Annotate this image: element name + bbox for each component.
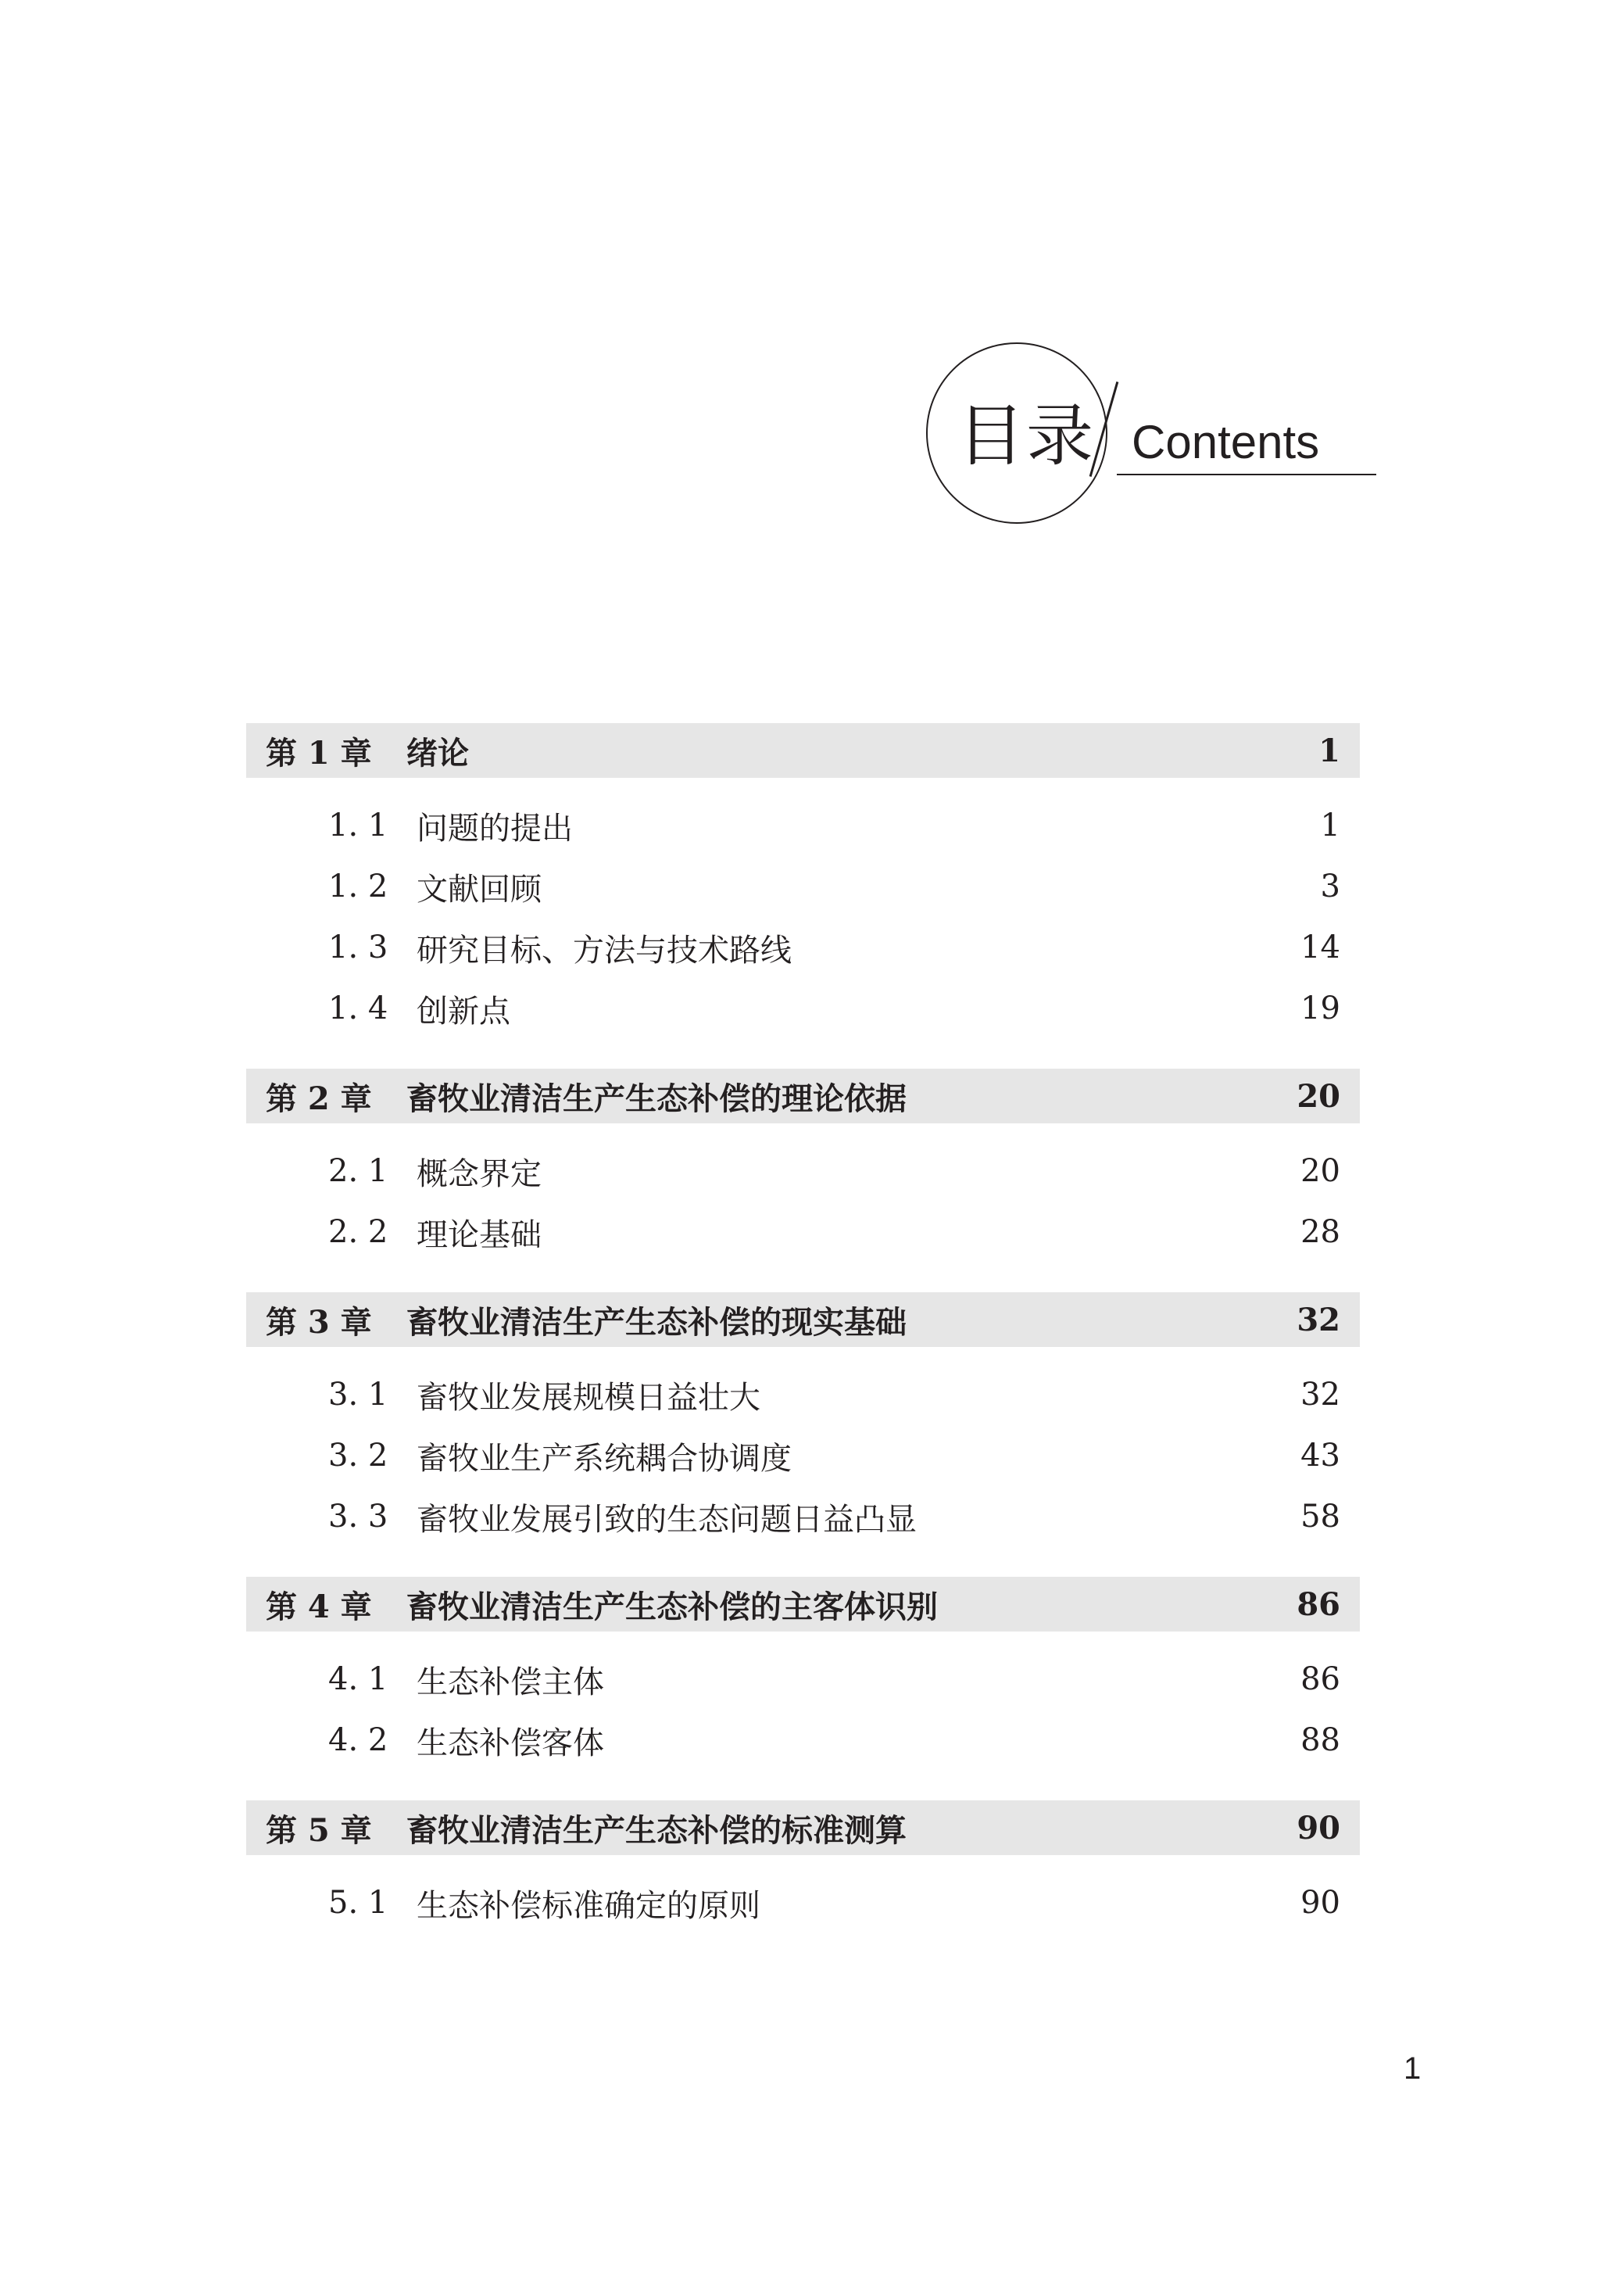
header-underline [1117, 474, 1376, 475]
chapter-title: 畜牧业清洁生产生态补偿的标准测算 [406, 1811, 907, 1849]
chapter-2 [246, 1069, 1360, 1292]
section-page-number: 58 [1300, 1499, 1340, 1535]
section-number: 2. 1 [328, 1153, 388, 1189]
chapter-label: 第 1 章 [266, 734, 372, 772]
section-list [246, 1123, 1360, 1292]
section-number: 1. 4 [328, 990, 388, 1026]
section-title: 畜牧业发展引致的生态问题日益凸显 [417, 1501, 917, 1538]
section-entry[interactable] [246, 1649, 1360, 1710]
section-number: 4. 1 [328, 1661, 388, 1697]
section-page-number: 90 [1300, 1885, 1340, 1921]
chapter-page-number: 1 [1318, 732, 1340, 769]
page-number: 1 [1404, 2051, 1422, 2086]
section-title: 生态补偿客体 [417, 1725, 604, 1761]
section-page-number: 19 [1300, 990, 1340, 1026]
chapter-title: 畜牧业清洁生产生态补偿的主客体识别 [406, 1588, 938, 1625]
section-title: 理论基础 [417, 1216, 542, 1253]
chapter-page-number: 86 [1297, 1585, 1340, 1623]
chapter-heading[interactable] [246, 1292, 1360, 1347]
header-title-cn: 目录 [957, 397, 1095, 475]
section-list [246, 1632, 1360, 1800]
chapter-label: 第 5 章 [266, 1811, 372, 1849]
section-list [246, 1347, 1360, 1577]
section-number: 3. 3 [328, 1499, 388, 1535]
section-number: 1. 3 [328, 930, 388, 965]
section-page-number: 86 [1300, 1661, 1340, 1697]
chapter-label: 第 4 章 [266, 1588, 372, 1625]
section-entry[interactable] [246, 795, 1360, 856]
section-title: 生态补偿主体 [417, 1664, 604, 1700]
section-entry[interactable] [246, 1486, 1360, 1547]
chapter-title: 畜牧业清洁生产生态补偿的理论依据 [406, 1080, 907, 1117]
section-entry[interactable] [246, 1710, 1360, 1771]
chapter-4 [246, 1577, 1360, 1800]
chapter-heading[interactable] [246, 1800, 1360, 1855]
section-page-number: 20 [1300, 1153, 1340, 1189]
section-list [246, 1855, 1360, 1963]
section-entry[interactable] [246, 1425, 1360, 1486]
section-entry[interactable] [246, 856, 1360, 917]
section-title: 畜牧业发展规模日益壮大 [417, 1379, 760, 1416]
section-number: 4. 2 [328, 1722, 388, 1758]
section-page-number: 32 [1300, 1377, 1340, 1413]
chapter-page-number: 90 [1297, 1809, 1340, 1847]
section-page-number: 88 [1300, 1722, 1340, 1758]
section-entry[interactable] [246, 978, 1360, 1039]
section-title: 创新点 [417, 993, 510, 1030]
section-title: 文献回顾 [417, 871, 542, 908]
header-title-en: Contents [1132, 416, 1320, 468]
chapter-3 [246, 1292, 1360, 1577]
table-of-contents [246, 723, 1360, 1963]
chapter-title: 畜牧业清洁生产生态补偿的现实基础 [406, 1303, 907, 1341]
section-title: 生态补偿标准确定的原则 [417, 1887, 760, 1924]
section-number: 1. 1 [328, 808, 388, 844]
section-page-number: 3 [1320, 869, 1340, 904]
section-title: 概念界定 [417, 1155, 542, 1192]
section-number: 3. 1 [328, 1377, 388, 1413]
chapter-title: 绪论 [406, 734, 469, 772]
chapter-heading[interactable] [246, 1069, 1360, 1123]
chapter-heading[interactable] [246, 1577, 1360, 1632]
section-number: 2. 2 [328, 1214, 388, 1250]
section-entry[interactable] [246, 1872, 1360, 1933]
section-entry[interactable] [246, 1202, 1360, 1263]
chapter-1 [246, 723, 1360, 1069]
section-page-number: 43 [1300, 1438, 1340, 1474]
section-title: 畜牧业生产系统耦合协调度 [417, 1440, 792, 1477]
section-page-number: 1 [1320, 808, 1340, 844]
section-entry[interactable] [246, 917, 1360, 978]
section-entry[interactable] [246, 1141, 1360, 1202]
chapter-label: 第 2 章 [266, 1080, 372, 1117]
section-number: 1. 2 [328, 869, 388, 904]
section-number: 5. 1 [328, 1885, 388, 1921]
chapter-label: 第 3 章 [266, 1303, 372, 1341]
section-entry[interactable] [246, 1364, 1360, 1425]
chapter-5 [246, 1800, 1360, 1963]
section-list [246, 778, 1360, 1069]
chapter-page-number: 20 [1297, 1077, 1340, 1115]
section-title: 研究目标、方法与技术路线 [417, 932, 792, 969]
section-page-number: 28 [1300, 1214, 1340, 1250]
chapter-page-number: 32 [1297, 1301, 1340, 1338]
section-page-number: 14 [1300, 930, 1340, 965]
chapter-heading[interactable] [246, 723, 1360, 778]
toc-header [926, 336, 1379, 539]
section-title: 问题的提出 [417, 810, 573, 847]
section-number: 3. 2 [328, 1438, 388, 1474]
